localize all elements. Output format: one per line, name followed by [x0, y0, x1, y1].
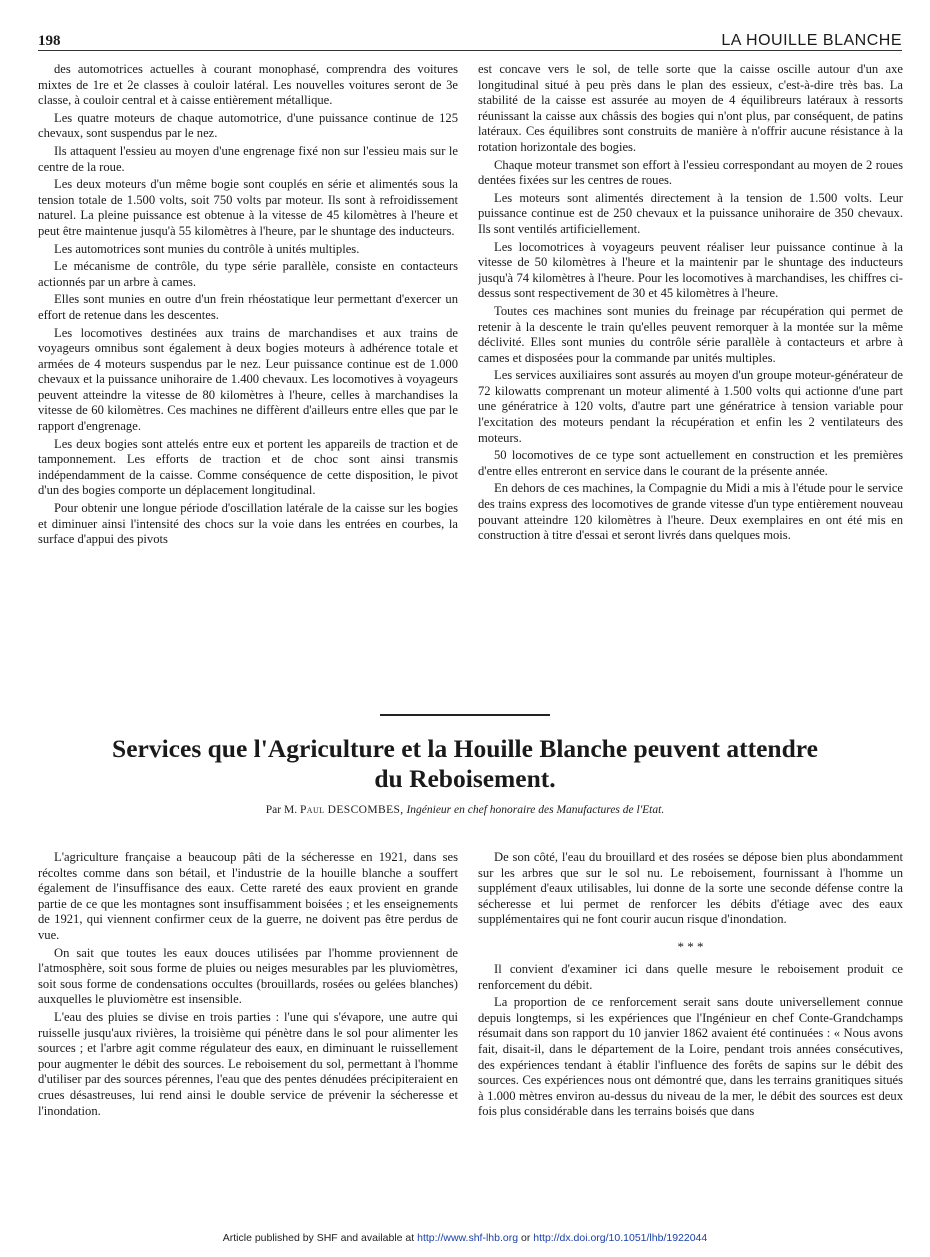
asterism: * * * — [677, 938, 704, 954]
paragraph: Les deux bogies sont attelés entre eux et portent les appareils de traction et de tamponnement. Les efforts de traction et de choc sont ainsi transmis indépendamment de la caisse. Comme conséquence de cette disposition, le pivot d'un des bogies comporte un déplacement longitudinal. — [38, 436, 458, 498]
footer-middle: or — [521, 1232, 531, 1244]
top-right-column — [478, 62, 903, 702]
paragraph: L'agriculture française a beaucoup pâti de la sécheresse en 1921, dans ses récoltes comme dans son bétail, et l'industrie de la houille blanche a souffert également de l'insuffisance des eaux. Cette rareté des eaux provient en grande partie de ce que les montagnes sont insuffisamment boisées ; et les enseignements de 1921, qui viennent confirmer ceux de la guerre, ne doivent pas être perdus de vue. — [38, 850, 458, 942]
bottom-right-column — [478, 850, 903, 1208]
paragraph: Les moteurs sont alimentés directement à la tension de 1.500 volts. Leur puissance continue est de 250 chevaux et la puissance unihoraire de 350 chevaux. Ils sont ventilés artificiellement. — [478, 190, 903, 236]
paragraph: est concave vers le sol, de telle sorte que la caisse oscille autour d'un axe longitudinal situé à peu près dans le plan des essieux, c'est-à-dire très bas. La stabilité de la caisse est assurée au moyen de 4 équilibreurs latéraux à ressorts réunissant la caisse aux châssis des bogies qui n'ont plus, par conséquent, de patins latéraux. Ces équilibres sont construits de manière à n'offrir aucune résistance à la rotation horizontale des bogies. — [478, 62, 903, 154]
page-number: 198 — [38, 33, 61, 49]
paragraph: Les quatre moteurs de chaque automotrice, d'une puissance continue de 125 chevaux, sont suspendus par le nez. — [38, 110, 458, 141]
paragraph: Les locomotrices à voyageurs peuvent réaliser leur puissance continue à la vitesse de 50 kilomètres à l'heure et la maintenir par le shuntage des inducteurs jusqu'à 74 kilomètres à l'heure. Pour les locomotives à marchandises, les chiffres ci-dessus sont respectivement de 30 et 45 kilomètres à l'heure. — [478, 239, 903, 301]
author-role: Ingénieur en chef honoraire des Manufactures de l'Etat. — [406, 804, 665, 816]
section-divider — [380, 714, 550, 716]
paragraph: Les automotrices sont munies du contrôle à unités multiples. — [54, 241, 360, 256]
footer — [0, 1232, 930, 1244]
article-title — [30, 734, 900, 794]
paragraph: Il convient d'examiner ici dans quelle mesure le reboisement produit ce renforcement du débit. — [478, 961, 903, 992]
byline — [30, 803, 900, 817]
paragraph: Les locomotives destinées aux trains de marchandises et aux trains de voyageurs omnibus sont également à deux bogies moteurs à adhérence totale et armées de 4 moteurs suspendus par le nez. Leur puissance continue est de 1.000 chevaux et la puissance unihoraire de 1.400 chevaux. Les locomotives à voyageurs peuvent atteindre la vitesse de 80 kilomètres à l'heure, celles à marchandises la vitesse de 60 kilomètres. Ces machines ne diffèrent d'ailleurs entre elles que par le rapport d'engrenage. — [38, 325, 458, 434]
paragraph: Elles sont munies en outre d'un frein rhéostatique leur permettant d'exercer un effort de retenue dans les descentes. — [38, 292, 458, 322]
paragraph: Pour obtenir une longue période d'oscillation latérale de la caisse sur les bogies et diminuer ainsi l'intensité des chocs sur la voie dans les entrées en courbes, la surface d'appui des pivots — [38, 501, 458, 547]
paragraph: Le mécanisme de contrôle, du type série parallèle, consiste en contacteurs actionnés par un arbre à cames. — [38, 259, 458, 289]
page-header — [38, 20, 902, 51]
paragraph: des automotrices actuelles à courant monophasé, comprendra des voitures mixtes de 1re et 2e classes à couloir latéral. Les nouvelles voitures seront de 3e classe, à couloir central et à caisse entièrement métallique. — [38, 62, 458, 108]
paragraph: En dehors de ces machines, la Compagnie du Midi a mis à l'étude pour le service des trains express des locomotives de grande vitesse d'un type entièrement nouveau pouvant atteindre 120 kilomètres à l'heure. Deux exemplaires en ont été mis en construction à titre d'essai et seront livrés dans quelques mois. — [478, 481, 903, 543]
paragraph: On sait que toutes les eaux douces utilisées par l'homme proviennent de l'atmosphère, soit sous forme de pluies ou neiges mesurables par les pluviomètres, soit sous forme de condensations occultes (brouillards, rosées ou gelées blanches) auxquelles le pluviomètre est insensible. — [38, 945, 458, 1007]
paragraph: L'eau des pluies se divise en trois parties : l'une qui s'évapore, une autre qui ruisselle jusqu'aux rivières, la troisième qui pénètre dans le sol pour alimenter les sources ; et l'arbre agit comme régulateur des eaux, en diminuant le ruissellement pour augmenter le débit des sources. Le reboisement du sol, permettant à l'homme d'utiliser par des sources pérennes, l'eau que des pentes dénudées précipiteraient en crues désastreuses, lui rend ainsi le double service de prévenir la sécheresse et l'inondation. — [38, 1009, 458, 1118]
top-left-column — [38, 62, 458, 702]
paragraph: Les services auxiliaires sont assurés au moyen d'un groupe moteur-générateur de 72 kilowatts comprenant un moteur alimenté à 1.500 volts qui actionne d'une part une génératrice à 120 volts, d'autre part une génératrice à tension variable pour l'excitation des moteurs pendant la récupération et enfin les 2 ventilateurs des moteurs. — [478, 368, 903, 445]
footer-prefix: Article published by SHF and available at — [222, 1232, 415, 1244]
footer-link-shf[interactable]: http://www.shf-lhb.org — [417, 1232, 519, 1244]
byline-prefix: Par M. — [265, 804, 298, 816]
paragraph: Ils attaquent l'essieu au moyen d'une engrenage fixé non sur l'essieu mais sur le centre de la roue. — [38, 143, 458, 174]
journal-title: LA HOUILLE BLANCHE — [721, 32, 902, 49]
paragraph: Les deux moteurs d'un même bogie sont couplés en série et alimentés sous la tension totale de 1.500 volts, soit 750 volts par moteur. Ils sont à refroidissement naturel. La pleine puissance est obtenue à la vitesse de 45 kilomètres à l'heure et peut être maintenue jusqu'à 55 kilomètres à l'heure, par le shuntage des inducteurs. — [38, 177, 458, 238]
footer-link-doi[interactable]: http://dx.doi.org/10.1051/lhb/1922044 — [533, 1232, 708, 1244]
paragraph: De son côté, l'eau du brouillard et des rosées se dépose bien plus abondamment sur les arbres que sur le sol nu. Le reboisement, fournissant à l'homme un supplément d'eaux utilisables, lui donne de la sorte une seconde défense contre la sécheresse et lui permet de renforcer les débits d'étiage avec des eaux supplémentaires qui ne font courir aucun risque d'inondation. — [478, 850, 903, 927]
paragraph: Toutes ces machines sont munies du freinage par récupération qui permet de retenir à la descente le train qu'elles peuvent remorquer à la montée sur la même déclivité. Elles sont munies du contrôle série parallèle à contacteurs et arbre à cames et disposées pour la commande par unités multiples. — [478, 303, 903, 365]
article-title-line: du Reboisement. — [374, 764, 556, 793]
paragraph: Chaque moteur transmet son effort à l'essieu correspondant au moyen de 2 roues dentées fixées sur les centres de roues. — [478, 157, 903, 188]
paragraph: 50 locomotives de ce type sont actuellement en construction et les premières d'entre elles entreront en service dans le courant de la présente année. — [478, 448, 903, 478]
bottom-left-column — [38, 850, 458, 1208]
paragraph: La proportion de ce renforcement serait sans doute universellement connue depuis longtemps, si les expériences que l'Ingénieur en chef Conte-Grandchamps résumait dans son rapport du 10 janvier 1862 avaient été continuées : « Nous avons fait, disait-il, dans le département de la Loire, pendant trois années consécutives, des expériences tendant à établir l'influence des forêts de sapins sur le débit des sources. Ces expériences nous ont démontré que, dans les terrains granitiques situés à 1.000 mètres environ au-dessus du niveau de la mer, le débit des sources est deux fois plus considérable dans les terrains boisés que dans — [478, 995, 903, 1119]
author-name: Paul DESCOMBES, — [299, 804, 404, 816]
article-title-line: Services que l'Agriculture et la Houille Blanche peuvent attendre — [112, 734, 818, 763]
